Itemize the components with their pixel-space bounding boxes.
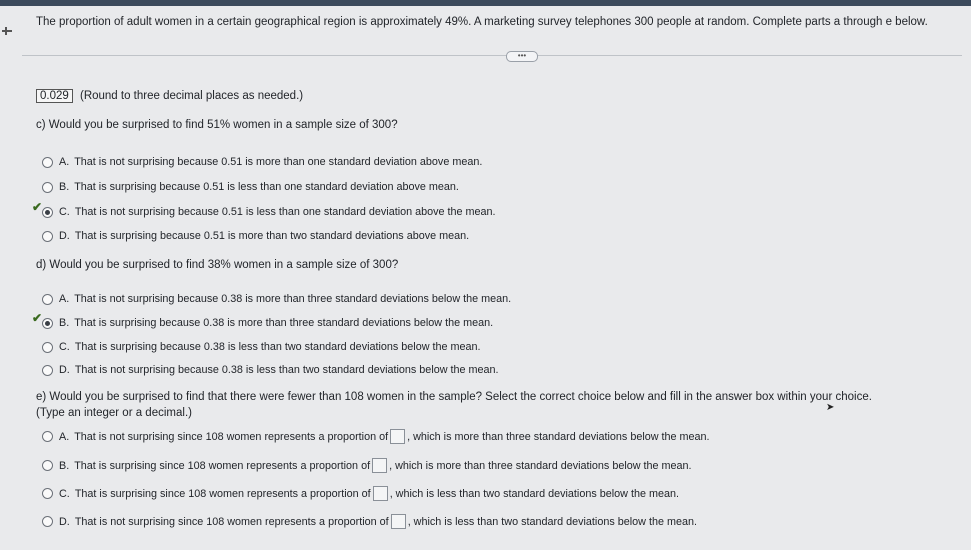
part-d-option-d[interactable]: [42, 364, 499, 376]
radio-button[interactable]: [42, 431, 53, 442]
option-text: That is surprising because 0.51 is more than two standard deviations above mean.: [74, 230, 470, 242]
part-b-answer-box[interactable]: 0.029: [36, 89, 73, 103]
option-letter: D.: [59, 515, 70, 528]
radio-button[interactable]: [42, 342, 53, 353]
radio-button[interactable]: [42, 231, 53, 242]
part-c-option-b[interactable]: [42, 181, 459, 193]
answer-input-box[interactable]: [391, 514, 406, 529]
part-d-option-a[interactable]: [42, 293, 511, 305]
problem-statement: The proportion of adult women in a certain geographical region is approximately 49%. A marketing survey telephones 300 people at random. Complete parts a through e below.: [36, 16, 928, 28]
option-text-after: , which is less than two standard deviations below the mean.: [389, 487, 679, 500]
correct-check-icon: ✔: [32, 200, 43, 214]
option-letter: A.: [59, 156, 70, 168]
part-e-note: (Type an integer or a decimal.): [36, 407, 192, 419]
option-letter: B.: [59, 317, 70, 329]
collapse-icon-stem: [5, 27, 7, 35]
part-c-option-d[interactable]: [42, 230, 469, 242]
option-text: That is not surprising because 0.51 is less than one standard deviation above the mean.: [74, 206, 496, 218]
option-text: That is not surprising because 0.38 is less than two standard deviations below the mean.: [74, 364, 499, 376]
option-text: That is not surprising because 0.38 is more than three standard deviations below the mean.: [74, 293, 512, 305]
radio-button[interactable]: [42, 365, 53, 376]
radio-button[interactable]: [42, 294, 53, 305]
part-b-rounding-note: (Round to three decimal places as needed.): [79, 90, 304, 102]
collapse-icon[interactable]: [2, 30, 12, 32]
part-e-question: e) Would you be surprised to find that there were fewer than 108 women in the sample? Select the correct choice below and fill in the answer box within your choice.: [36, 391, 872, 403]
part-d-option-c[interactable]: [42, 341, 481, 353]
option-text-before: That is not surprising since 108 women represents a proportion of: [74, 515, 389, 528]
part-e-option-b[interactable]: [42, 458, 692, 473]
expand-more-button[interactable]: •••: [506, 51, 538, 62]
option-letter: D.: [59, 364, 70, 376]
option-letter: C.: [59, 341, 70, 353]
mouse-cursor-icon: ➤: [826, 402, 835, 413]
radio-button-selected[interactable]: [42, 318, 53, 329]
option-letter: B.: [59, 459, 70, 472]
option-text: That is surprising because 0.38 is less than two standard deviations below the mean.: [74, 341, 481, 353]
part-c-option-c[interactable]: [32, 200, 496, 218]
option-text-after: , which is more than three standard deviations below the mean.: [407, 430, 710, 443]
answer-input-box[interactable]: [373, 486, 388, 501]
part-c-option-a[interactable]: [42, 156, 482, 168]
option-letter: D.: [59, 230, 70, 242]
option-letter: A.: [59, 293, 70, 305]
part-e-option-a[interactable]: [42, 429, 710, 444]
radio-button[interactable]: [42, 488, 53, 499]
radio-button-selected[interactable]: [42, 207, 53, 218]
option-text-before: That is surprising since 108 women represents a proportion of: [74, 459, 371, 472]
divider: [22, 55, 962, 56]
radio-button[interactable]: [42, 157, 53, 168]
option-text-after: , which is less than two standard deviations below the mean.: [407, 515, 697, 528]
part-d-question: d) Would you be surprised to find 38% women in a sample size of 300?: [36, 259, 399, 271]
correct-check-icon: ✔: [32, 311, 43, 325]
option-text: That is not surprising because 0.51 is more than one standard deviation above mean.: [74, 156, 483, 168]
radio-button[interactable]: [42, 182, 53, 193]
part-c-question: c) Would you be surprised to find 51% women in a sample size of 300?: [36, 119, 398, 131]
option-text-before: That is not surprising since 108 women represents a proportion of: [74, 430, 389, 443]
answer-input-box[interactable]: [372, 458, 387, 473]
radio-button[interactable]: [42, 516, 53, 527]
option-text: That is surprising because 0.38 is more than three standard deviations below the mean.: [74, 317, 494, 329]
part-e-option-d[interactable]: [42, 514, 697, 529]
part-d-option-b[interactable]: [32, 311, 494, 329]
top-bar: [0, 0, 971, 6]
option-letter: C.: [59, 487, 70, 500]
option-letter: C.: [59, 206, 70, 218]
option-text-before: That is surprising since 108 women represents a proportion of: [74, 487, 371, 500]
option-letter: B.: [59, 181, 70, 193]
option-letter: A.: [59, 430, 70, 443]
part-b-answer-row: [36, 90, 303, 102]
answer-input-box[interactable]: [390, 429, 405, 444]
part-e-option-c[interactable]: [42, 486, 679, 501]
radio-button[interactable]: [42, 460, 53, 471]
option-text-after: , which is more than three standard deviations below the mean.: [389, 459, 692, 472]
option-text: That is surprising because 0.51 is less than one standard deviation above mean.: [74, 181, 459, 193]
